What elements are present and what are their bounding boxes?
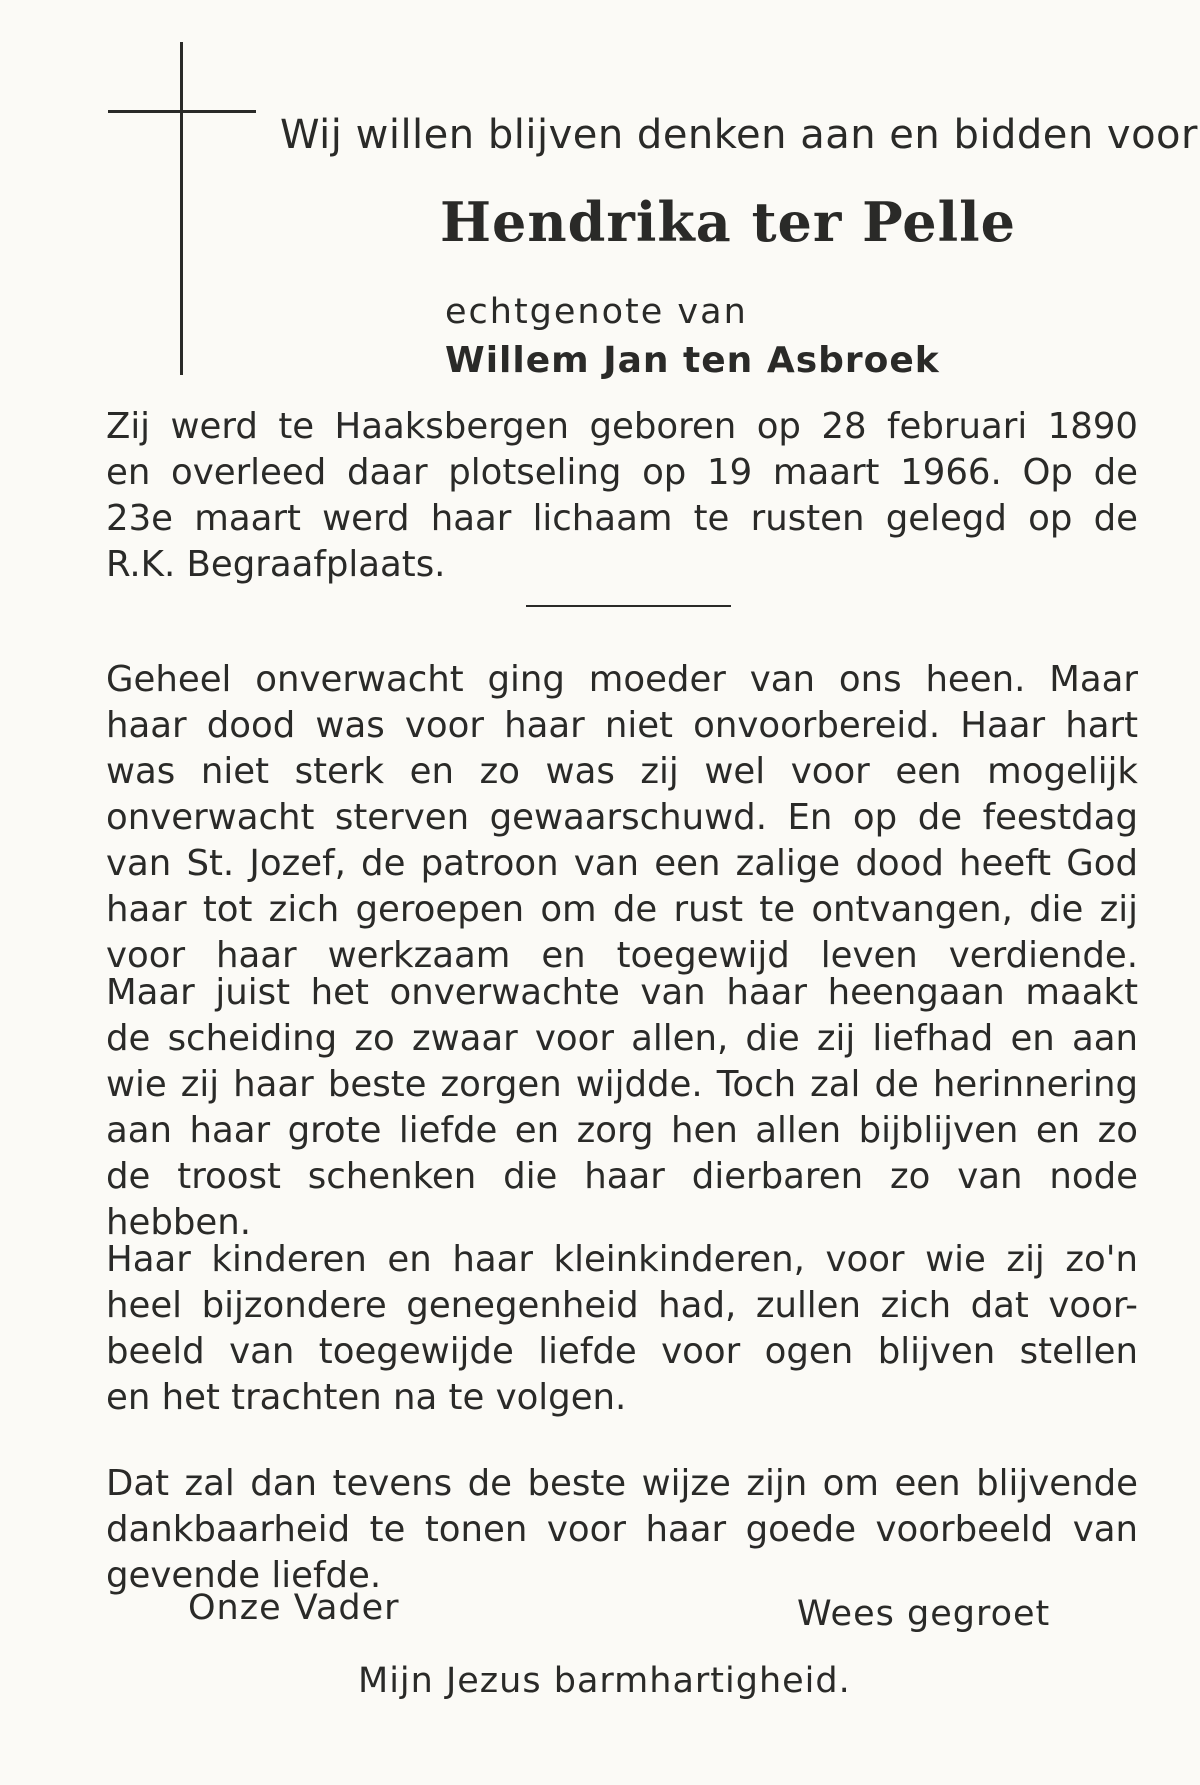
divider-line — [526, 605, 731, 607]
text-line: voor haar werkzaam en toegewijd leven verdiende. — [106, 935, 1138, 976]
text-line: van St. Jozef, de patroon van een zalige dood heeft God — [106, 843, 1138, 884]
text-line: beeld van toegewijde liefde voor ogen blijven stellen — [106, 1331, 1138, 1372]
text-line: en overleed daar plotseling op 19 maart 1966. Op de — [106, 452, 1138, 493]
spouse-name: Willem Jan ten Asbroek — [445, 340, 940, 381]
text-line: Maar juist het onverwachte van haar heengaan maakt — [106, 972, 1138, 1013]
paragraph-family — [106, 1237, 1138, 1421]
deceased-name: Hendrika ter Pelle — [440, 190, 1017, 254]
text-line: 23e maart werd haar lichaam te rusten gelegd op de — [106, 498, 1138, 539]
paragraph-remembrance — [106, 970, 1138, 1246]
text-line: onverwacht sterven gewaarschuwd. En op de feestdag — [106, 797, 1138, 838]
text-line: Geheel onverwacht ging moeder van ons heen. Maar — [106, 659, 1138, 700]
text-line: heel bijzondere genegenheid had, zullen zich dat voor- — [106, 1285, 1138, 1326]
paragraph-gratitude — [106, 1461, 1138, 1599]
paragraph-biography — [106, 404, 1138, 588]
text-line: en het trachten na te volgen. — [106, 1377, 627, 1418]
text-line: de troost schenken die haar dierbaren zo van node — [106, 1156, 1138, 1197]
text-line: gevende liefde. — [106, 1555, 382, 1596]
text-line: de scheiding zo zwaar voor allen, die zij liefhad en aan — [106, 1018, 1138, 1059]
cross-icon-bar — [108, 110, 256, 113]
prayer-onze-vader: Onze Vader — [188, 1588, 400, 1628]
paragraph-passing — [106, 657, 1138, 979]
prayer-wees-gegroet: Wees gegroet — [797, 1594, 1051, 1634]
text-line: hebben. — [106, 1202, 252, 1243]
spouse-label: echtgenote van — [445, 292, 748, 332]
cross-icon — [180, 42, 183, 375]
text-line: haar dood was voor haar niet onvoorbereid. Haar hart — [106, 705, 1138, 746]
text-line: aan haar grote liefde en zorg hen allen bijblijven en zo — [106, 1110, 1138, 1151]
text-line: Haar kinderen en haar kleinkinderen, voor wie zij zo'n — [106, 1239, 1138, 1280]
text-line: R.K. Begraafplaats. — [106, 544, 446, 585]
text-line: haar tot zich geroepen om de rust te ontvangen, die zij — [106, 889, 1138, 930]
text-line: dankbaarheid te tonen voor haar goede voorbeeld van — [106, 1509, 1138, 1550]
prayer-mijn-jezus: Mijn Jezus barmhartigheid. — [358, 1661, 851, 1701]
text-line: wie zij haar beste zorgen wijdde. Toch zal de herinnering — [106, 1064, 1138, 1105]
intro-line: Wij willen blijven denken aan en bidden voor — [280, 112, 1198, 158]
text-line: was niet sterk en zo was zij wel voor een mogelijk — [106, 751, 1138, 792]
text-line: Zij werd te Haaksbergen geboren op 28 februari 1890 — [106, 406, 1138, 447]
text-line: Dat zal dan tevens de beste wijze zijn om een blijvende — [106, 1463, 1138, 1504]
